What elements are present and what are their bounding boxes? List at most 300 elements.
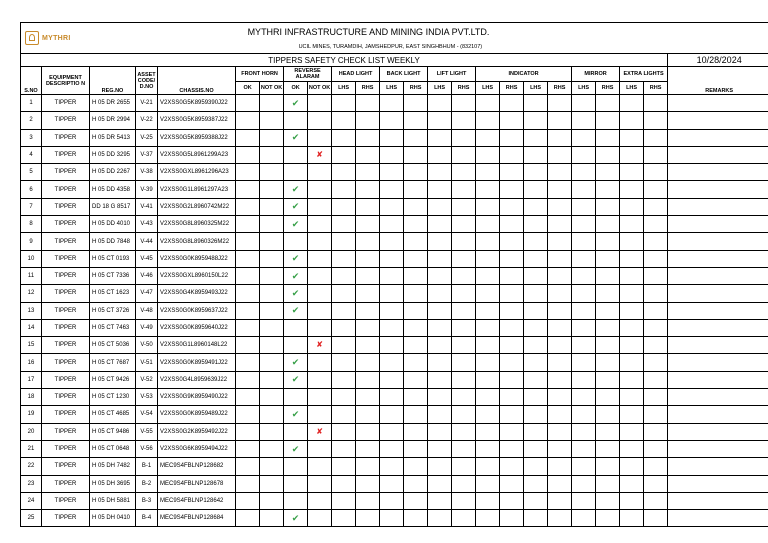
cell-check [380,440,404,457]
cell-check [356,129,380,146]
cell-check [500,285,524,302]
cell-chassis: V2XSS0G5K8959390J22 [158,95,236,112]
cell-check [236,492,260,509]
cell-check [404,510,428,527]
cell-remarks [668,510,768,527]
sub-not-ok: NOT OK [260,82,284,95]
cell-check [620,337,644,354]
cell-asset: V-38 [136,164,158,181]
cell-chassis: MEC9S4FBLNP128642 [158,492,236,509]
cell-check [308,389,332,406]
cell-check [524,510,548,527]
cell-check [476,216,500,233]
cell-check [476,164,500,181]
cell-regno: H 05 DH 0410 [90,510,136,527]
cell-check [548,250,572,267]
cell-check [284,129,308,146]
cell-sno: 12 [21,285,42,302]
cell-regno: H 05 CT 0193 [90,250,136,267]
cell-check [260,406,284,423]
cell-remarks [668,492,768,509]
sub-ok: OK [236,82,260,95]
cell-check [548,406,572,423]
cell-check [524,267,548,284]
cell-check [596,181,620,198]
cell-check [500,198,524,215]
company-address: UCIL MINES, TURAMDIH, JAMSHEDPUR, EAST SINGHBHUM - (832107) [236,40,768,53]
cell-check [356,216,380,233]
cell-check [500,146,524,163]
cell-check [644,510,668,527]
sub-rhs: RHS [404,82,428,95]
cell-check [356,233,380,250]
cell-check [452,250,476,267]
sub-rhs: RHS [500,82,524,95]
cell-check [572,458,596,475]
cell-regno: DD 18 G 8517 [90,198,136,215]
cell-check [620,406,644,423]
cell-check [236,181,260,198]
cell-equipment: TIPPER [42,267,90,284]
cell-check [596,337,620,354]
cell-check [356,164,380,181]
cell-check [572,129,596,146]
cell-check [596,285,620,302]
cell-check [620,319,644,336]
cell-check [356,354,380,371]
cell-check [644,112,668,129]
cell-check [620,112,644,129]
cell-check [380,371,404,388]
cell-check [476,423,500,440]
cell-check [524,475,548,492]
checklist-table [20,22,768,527]
cell-sno: 21 [21,440,42,457]
sub-lhs: LHS [572,82,596,95]
cell-regno: H 05 CT 3726 [90,302,136,319]
cell-check [620,250,644,267]
cell-check [500,181,524,198]
cell-check [596,354,620,371]
cell-sno: 7 [21,198,42,215]
cell-check [500,233,524,250]
cell-check [308,216,332,233]
cell-check [428,492,452,509]
cell-check [236,146,260,163]
cell-chassis: V2XSS0G2L8960742M22 [158,198,236,215]
cell-check [428,267,452,284]
cell-check [260,112,284,129]
cell-asset: V-44 [136,233,158,250]
cell-check [356,440,380,457]
cell-check [260,492,284,509]
cell-check [620,302,644,319]
cell-check [500,95,524,112]
cell-check [452,319,476,336]
cell-check [404,233,428,250]
cell-check [428,129,452,146]
cell-check [620,510,644,527]
cell-check [260,216,284,233]
cell-check [452,371,476,388]
cell-check [596,458,620,475]
cell-remarks [668,440,768,457]
cell-check [524,198,548,215]
cell-regno: H 05 DD 2267 [90,164,136,181]
cell-check [428,112,452,129]
cell-check [380,285,404,302]
cell-check [404,198,428,215]
cell-check [260,164,284,181]
cell-check [356,389,380,406]
cell-check [572,371,596,388]
check-ok-icon: ✔ [291,357,300,368]
cell-check [548,285,572,302]
cell-check [572,423,596,440]
cell-sno: 9 [21,233,42,250]
cell-check [236,112,260,129]
cell-check [332,475,356,492]
cell-check [380,406,404,423]
cell-check [596,406,620,423]
cell-check [572,233,596,250]
cell-check [236,233,260,250]
cell-check [380,337,404,354]
cell-check [548,354,572,371]
cell-check [476,198,500,215]
cell-check [596,510,620,527]
cell-check [620,95,644,112]
cell-chassis: V2XSS0G6K8959494J22 [158,440,236,457]
cell-check [332,216,356,233]
cell-regno: H 05 CT 0648 [90,440,136,457]
cell-asset: B-3 [136,492,158,509]
cell-asset: V-45 [136,250,158,267]
cell-check [596,267,620,284]
cell-check [356,458,380,475]
cell-check [332,250,356,267]
cell-regno: H 05 DR 5413 [90,129,136,146]
cell-check [332,337,356,354]
cell-check [236,510,260,527]
cell-check [452,389,476,406]
cell-check [524,95,548,112]
cell-check [620,354,644,371]
cell-chassis: V2XSS0GXL8960150L22 [158,267,236,284]
cell-regno: H 05 CT 4685 [90,406,136,423]
cell-equipment: TIPPER [42,440,90,457]
cell-check [260,389,284,406]
check-ok-icon: ✔ [291,512,300,523]
check-ok-icon: ✔ [291,287,300,298]
cell-check [308,302,332,319]
cell-check [500,510,524,527]
cell-check [572,337,596,354]
cell-check [404,354,428,371]
cell-check [428,319,452,336]
cell-check [404,458,428,475]
cell-equipment: TIPPER [42,302,90,319]
cell-remarks [668,337,768,354]
cell-check [332,319,356,336]
cell-check [620,423,644,440]
cell-check [620,440,644,457]
cell-check [524,250,548,267]
cell-chassis: V2XSS0G2K8959492J22 [158,423,236,440]
cell-check [596,233,620,250]
cell-check [332,285,356,302]
cell-sno: 17 [21,371,42,388]
logo-cell [21,23,236,54]
cell-regno: H 05 DD 3295 [90,146,136,163]
check-ok-icon: ✔ [291,374,300,385]
cell-check [620,458,644,475]
check-not-ok-icon: ✘ [316,426,323,436]
table-row [21,458,768,475]
cell-equipment: TIPPER [42,475,90,492]
check-ok-icon: ✔ [291,218,300,229]
cell-check [380,95,404,112]
cell-check [284,440,308,457]
cell-check [644,285,668,302]
cell-asset: V-25 [136,129,158,146]
cell-regno: H 05 CT 5036 [90,337,136,354]
cell-check [260,146,284,163]
cell-check [452,216,476,233]
cell-check [644,267,668,284]
cell-check [572,285,596,302]
cell-check [284,319,308,336]
cell-check [260,267,284,284]
cell-check [284,181,308,198]
cell-check [356,267,380,284]
cell-check [404,475,428,492]
cell-check [284,389,308,406]
table-row [21,475,768,492]
cell-check [380,458,404,475]
cell-sno: 23 [21,475,42,492]
cell-check [476,406,500,423]
cell-check [572,250,596,267]
cell-check [404,389,428,406]
cell-check [332,95,356,112]
sub-lhs: LHS [620,82,644,95]
cell-check [644,233,668,250]
cell-check [452,181,476,198]
cell-check [452,510,476,527]
cell-sno: 24 [21,492,42,509]
cell-check [356,319,380,336]
cell-sno: 2 [21,112,42,129]
cell-check [500,164,524,181]
check-ok-icon: ✔ [291,184,300,195]
cell-check [452,267,476,284]
table-row [21,164,768,181]
cell-check [308,95,332,112]
cell-remarks [668,475,768,492]
cell-equipment: TIPPER [42,406,90,423]
cell-check [644,95,668,112]
cell-equipment: TIPPER [42,233,90,250]
cell-check [620,285,644,302]
cell-check [308,112,332,129]
cell-check [236,95,260,112]
cell-check [476,458,500,475]
cell-chassis: V2XSS0G4K8959493J22 [158,285,236,302]
col-indicator: INDICATOR [476,67,572,82]
cell-check [572,95,596,112]
cell-check [284,146,308,163]
cell-equipment: TIPPER [42,389,90,406]
cell-check [524,285,548,302]
cell-sno: 20 [21,423,42,440]
cell-equipment: TIPPER [42,250,90,267]
cell-check [356,250,380,267]
cell-chassis: V2XSS0G1L8961297A23 [158,181,236,198]
cell-check [260,440,284,457]
cell-chassis: V2XSS0G1L8960148L22 [158,337,236,354]
cell-check [524,302,548,319]
cell-check [332,267,356,284]
cell-asset: V-22 [136,112,158,129]
cell-check [452,164,476,181]
cell-check [428,250,452,267]
cell-check [572,319,596,336]
cell-check [404,146,428,163]
cell-check [524,440,548,457]
cell-asset: V-55 [136,423,158,440]
cell-equipment: TIPPER [42,112,90,129]
cell-check [596,492,620,509]
cell-check [620,492,644,509]
cell-check [308,164,332,181]
cell-check [428,164,452,181]
cell-remarks [668,354,768,371]
logo-text: MYTHRI [42,34,71,42]
cell-check [548,371,572,388]
cell-sno: 11 [21,267,42,284]
cell-regno: H 05 DD 7848 [90,233,136,250]
cell-check [356,198,380,215]
cell-check [332,458,356,475]
table-row [21,250,768,267]
cell-check [236,337,260,354]
cell-check [524,216,548,233]
cell-check [644,198,668,215]
cell-check [236,354,260,371]
cell-check [404,216,428,233]
cell-chassis: V2XSS0G9K8959490J22 [158,389,236,406]
cell-check [284,216,308,233]
cell-check [500,112,524,129]
cell-check [524,492,548,509]
cell-check [356,406,380,423]
table-row [21,302,768,319]
cell-sno: 3 [21,129,42,146]
cell-check [308,492,332,509]
cell-check [548,389,572,406]
cell-regno: H 05 DH 7482 [90,458,136,475]
cell-check [356,337,380,354]
cell-sno: 25 [21,510,42,527]
cell-check [476,371,500,388]
sub-rhs: RHS [452,82,476,95]
table-row [21,440,768,457]
cell-check [572,198,596,215]
cell-check [284,198,308,215]
cell-check [452,423,476,440]
mythri-logo-icon [25,31,39,45]
cell-check [644,389,668,406]
cell-check [620,198,644,215]
cell-sno: 18 [21,389,42,406]
cell-check [572,164,596,181]
cell-check [476,181,500,198]
cell-equipment: TIPPER [42,198,90,215]
cell-check [380,354,404,371]
cell-regno: H 05 DH 3695 [90,475,136,492]
cell-equipment: TIPPER [42,319,90,336]
cell-check [284,95,308,112]
cell-check [476,475,500,492]
cell-check [308,267,332,284]
check-not-ok-icon: ✘ [316,150,323,160]
cell-sno: 14 [21,319,42,336]
cell-check [284,285,308,302]
cell-check [500,337,524,354]
col-extra-lights: EXTRA LIGHTS [620,67,668,82]
cell-remarks [668,95,768,112]
col-chassis: CHASSIS.NO [158,67,236,95]
cell-check [476,233,500,250]
cell-check [620,146,644,163]
col-equipment: EQUIPMENT DESCRIPTIO N [42,67,90,95]
cell-check [476,267,500,284]
sub-lhs: LHS [380,82,404,95]
cell-check [356,371,380,388]
cell-check [644,181,668,198]
cell-check [332,181,356,198]
cell-equipment: TIPPER [42,129,90,146]
cell-check [476,95,500,112]
cell-sno: 1 [21,95,42,112]
cell-check [548,302,572,319]
cell-check [236,389,260,406]
table-row [21,423,768,440]
cell-check [236,250,260,267]
cell-check [452,337,476,354]
cell-equipment: TIPPER [42,458,90,475]
table-row [21,337,768,354]
cell-check [644,371,668,388]
cell-check [356,146,380,163]
cell-check [260,181,284,198]
cell-sno: 8 [21,216,42,233]
cell-check [260,95,284,112]
cell-check [308,250,332,267]
cell-check [524,319,548,336]
cell-regno: H 05 CT 7463 [90,319,136,336]
cell-check [500,423,524,440]
cell-check [476,510,500,527]
cell-check [500,406,524,423]
cell-sno: 13 [21,302,42,319]
cell-check [596,216,620,233]
cell-check [548,146,572,163]
cell-check [404,267,428,284]
cell-check [332,406,356,423]
table-row [21,371,768,388]
